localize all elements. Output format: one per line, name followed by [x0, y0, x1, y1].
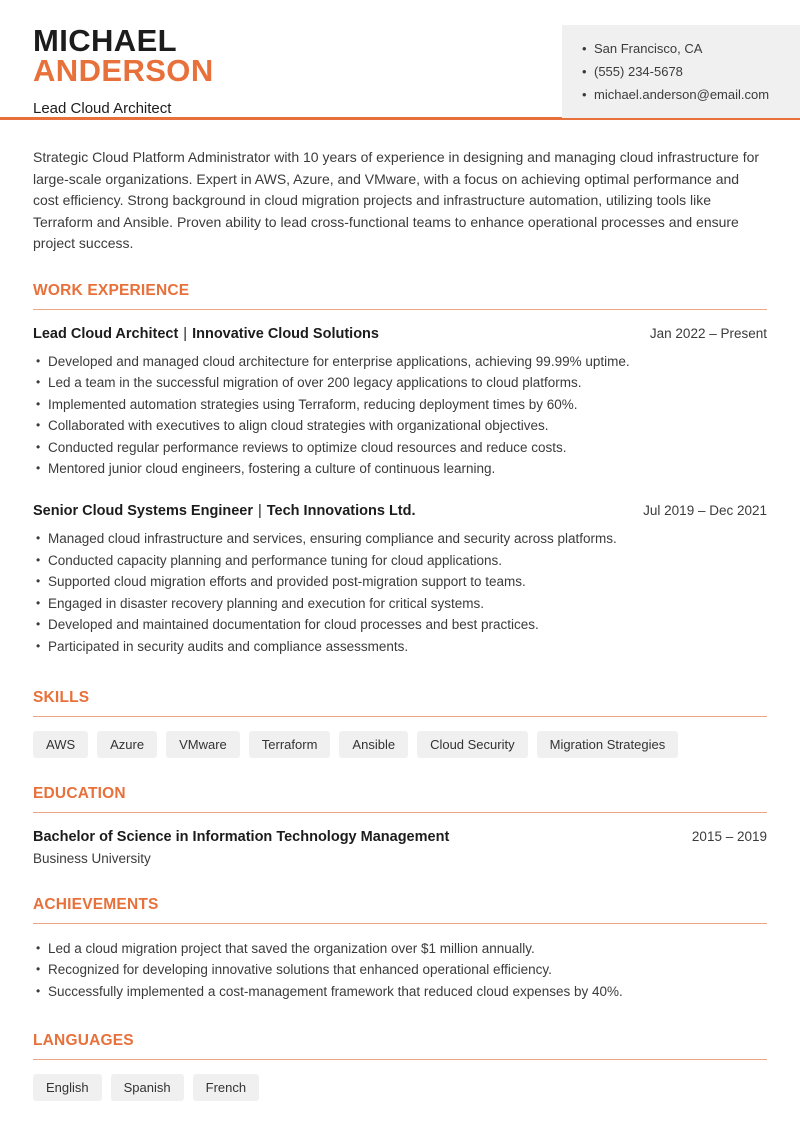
education-heading: EDUCATION: [33, 785, 767, 813]
contact-phone: • (555) 234-5678: [582, 60, 784, 83]
skill-chip: Azure: [97, 731, 157, 758]
bullet-item: • Led a team in the successful migration of over 200 legacy applications to cloud platforms.: [33, 372, 767, 394]
skills-chip-list: [33, 731, 767, 758]
skills-heading: SKILLS: [33, 689, 767, 717]
bullet-item: • Mentored junior cloud engineers, fostering a culture of continuous learning.: [33, 458, 767, 480]
job-bullet-list: [33, 528, 767, 658]
section-skills: [33, 689, 767, 758]
job-title: [33, 503, 416, 519]
job-title-text: Senior Cloud Systems Engineer: [33, 503, 253, 520]
bullet-item: • Recognized for developing innovative solutions that enhanced operational efficiency.: [33, 959, 767, 981]
work-experience-heading: WORK EXPERIENCE: [33, 282, 767, 310]
bullet-item: • Supported cloud migration efforts and provided post-migration support to teams.: [33, 571, 767, 593]
contact-box: [562, 25, 800, 118]
bullet-item: • Led a cloud migration project that saved the organization over $1 million annually.: [33, 938, 767, 960]
achievements-heading: ACHIEVEMENTS: [33, 896, 767, 924]
contact-location: • San Francisco, CA: [582, 37, 784, 60]
bullet-item: • Engaged in disaster recovery planning and execution for critical systems.: [33, 593, 767, 615]
education-dates: 2015 – 2019: [691, 828, 767, 844]
job-header: [33, 326, 767, 342]
bullet-item: • Implemented automation strategies using Terraform, reducing deployment times by 60%.: [33, 394, 767, 416]
education-header: [33, 829, 767, 845]
section-achievements: [33, 896, 767, 1003]
bullet-item: • Conducted regular performance reviews to optimize cloud resources and reduce costs.: [33, 437, 767, 459]
bullet-item: • Managed cloud infrastructure and services, ensuring compliance and security across platforms.: [33, 528, 767, 550]
skill-chip: Terraform: [249, 731, 331, 758]
skill-chip: AWS: [33, 731, 88, 758]
section-languages: [33, 1032, 767, 1101]
job-dates: Jan 2022 – Present: [649, 325, 767, 341]
job-title-text: Lead Cloud Architect: [33, 325, 179, 342]
last-name: ANDERSON: [33, 53, 214, 88]
school-name: Business University: [33, 850, 151, 866]
languages-heading: LANGUAGES: [33, 1032, 767, 1060]
bullet-item: • Conducted capacity planning and performance tuning for cloud applications.: [33, 550, 767, 572]
education-entry: [33, 829, 767, 866]
skill-chip: Migration Strategies: [537, 731, 679, 758]
languages-chip-list: [33, 1074, 767, 1101]
resume-body: [0, 147, 800, 1101]
language-chip: English: [33, 1074, 102, 1101]
achievements-bullet-list: [33, 938, 767, 1003]
section-education: [33, 785, 767, 866]
bullet-item: • Successfully implemented a cost-management framework that reduced cloud expenses by 40%.: [33, 981, 767, 1003]
first-name: MICHAEL: [33, 23, 178, 58]
job-header: [33, 503, 767, 519]
title-separator: |: [183, 325, 188, 342]
skill-chip: Cloud Security: [417, 731, 528, 758]
section-work-experience: [33, 282, 767, 658]
job-bullet-list: [33, 351, 767, 481]
header-job-title: Lead Cloud Architect: [33, 100, 172, 117]
job-dates: Jul 2019 – Dec 2021: [643, 503, 767, 519]
bullet-item: • Collaborated with executives to align cloud strategies with organizational objectives.: [33, 415, 767, 437]
title-separator: |: [257, 503, 262, 520]
job-entry: [33, 503, 767, 658]
degree-title: Bachelor of Science in Information Technology Management: [33, 828, 450, 845]
bullet-item: • Developed and managed cloud architecture for enterprise applications, achieving 99.99% uptime.: [33, 351, 767, 373]
job-company-text: Tech Innovations Ltd.: [266, 503, 416, 520]
job-company-text: Innovative Cloud Solutions: [192, 325, 379, 342]
job-title: [33, 326, 379, 342]
skill-chip: VMware: [166, 731, 240, 758]
skill-chip: Ansible: [339, 731, 408, 758]
resume-header: [0, 0, 800, 117]
bullet-item: • Participated in security audits and compliance assessments.: [33, 636, 767, 658]
bullet-item: • Developed and maintained documentation for cloud processes and best practices.: [33, 614, 767, 636]
language-chip: French: [193, 1074, 259, 1101]
language-chip: Spanish: [111, 1074, 184, 1101]
contact-email: • michael.anderson@email.com: [582, 83, 784, 106]
summary-paragraph: Strategic Cloud Platform Administrator with 10 years of experience in designing and managing cloud infrastructure for large-scale organizations. Expert in AWS, Azure, and VMware, with a focus on achieving optimal performance and cost efficiency. Strong background in cloud migration projects and infrastructure automation, utilizing tools like Terraform and Ansible. Proven ability to lead cross-functional teams to enhance operational processes and ensure project success.: [33, 149, 760, 251]
job-entry: [33, 326, 767, 481]
